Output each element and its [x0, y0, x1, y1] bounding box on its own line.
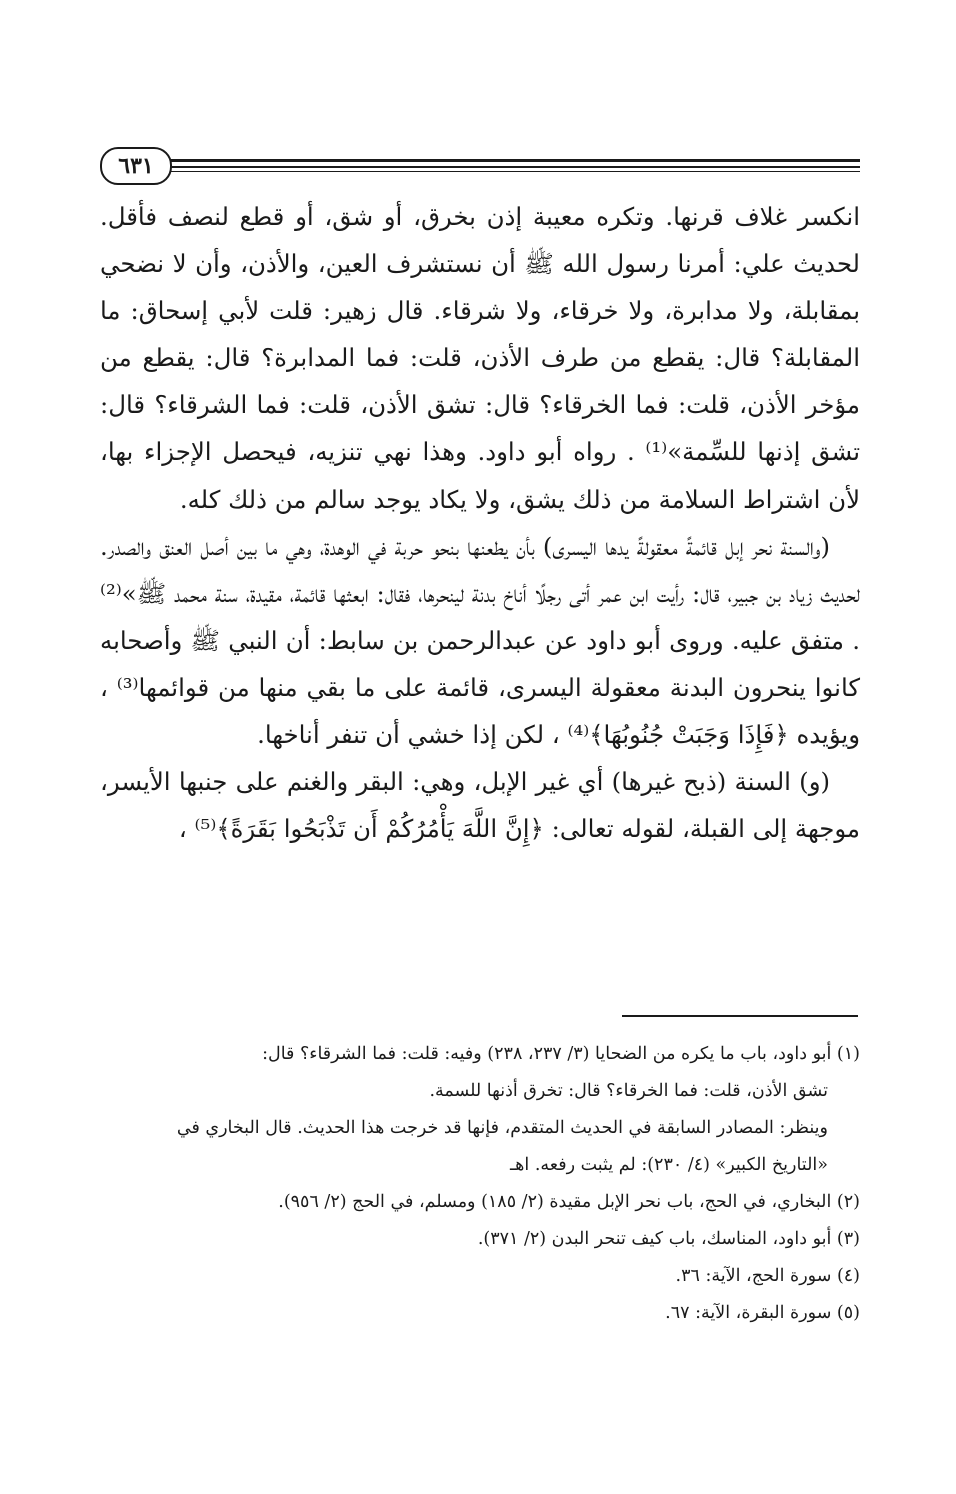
page-header — [100, 145, 860, 185]
footnote-line: (٣) أبو داود، المناسك، باب كيف تنحر البدن (٢/ ٣٧١). — [477, 1229, 860, 1249]
footnote-line: (٥) سورة البقرة، الآية: ٦٧. — [665, 1303, 860, 1323]
footnote-line: وينظر: المصادر السابقة في الحديث المتقدم، فإنها قد خرجت هذا الحديث. قال البخاري في — [176, 1118, 828, 1138]
paragraph: (و) السنة (ذبح غيرها) أي غير الإبل، وهي: البقر والغنم على جنبها الأيسر، موجهة إلى القبلة، لقوله تعالى: ﴿إِنَّ اللَّهَ يَأْمُرُكُمْ أَن تَذْبَحُوا بَقَرَةً﴾⁽⁵⁾ ، — [100, 767, 860, 844]
footnote-line: «التاريخ الكبير» (٤/ ٢٣٠): لم يثبت رفعه. اهـ — [510, 1155, 828, 1175]
paragraph: (والسنة نحر إبل قائمةً معقولةً يدها اليسرى) بأن يطعنها بنحو حربة في الوهدة، وهي ما بين أصل العنق والصدر. لحديث زياد بن جبير، قال: رأيت ابن عمر أتى رجلًا أناخ بدنة لينحرها، فقال: ابعثها قائمة، مقيدة، سنة محمد ﷺ»⁽²⁾ . متفق عليه. وروى أبو داود عن عبدالرحمن بن سابط: أن النبي ﷺ وأصحابه كانوا ينحرون البدنة معقولة اليسرى، قائمة على ما بقي منها من قوائمها⁽³⁾ ، ويؤيده ﴿فَإِذَا وَجَبَتْ جُنُوبُهَا﴾⁽⁴⁾ ، لكن إذا خشي أن تنفر أناخها. — [100, 531, 860, 750]
page-number: ٦٣١ — [100, 147, 172, 185]
footnotes — [100, 1036, 860, 1332]
paragraph: انكسر غلاف قرنها. وتكره معيبة إذن بخرق، أو شق، أو قطع لنصف فأقل. لحديث علي: أمرنا رسول الله ﷺ أن نستشرف العين، والأذن، وأن لا نضحي بمقابلة، ولا مدابرة، ولا خرقاء، ولا شرقاء. قال زهير: قلت لأبي إسحاق: ما المقابلة؟ قال: يقطع من طرف الأذن، قلت: فما المدابرة؟ قال: يقطع من مؤخر الأذن، قلت: فما الخرقاء؟ قال: تشق الأذن، قلت: فما الشرقاء؟ قال: تشق إذنها للسِّمة»⁽¹⁾ . رواه أبو داود. وهذا نهي تنزيه، فيحصل الإجزاء بها، لأن اشتراط السلامة من ذلك يشق، ولا يكاد يوجد سالم من ذلك كله. — [100, 202, 860, 514]
footnote-line: تشق الأذن، قلت: فما الخرقاء؟ قال: تخرق أذنها للسمة. — [429, 1081, 828, 1101]
footnote-line: (٢) البخاري، في الحج، باب نحر الإبل مقيدة (٢/ ١٨٥) ومسلم، في الحج (٢/ ٩٥٦). — [278, 1192, 860, 1212]
header-rule — [170, 159, 860, 162]
main-text — [100, 193, 860, 852]
header-rule — [170, 171, 860, 172]
header-rule — [170, 166, 860, 168]
footnote-line: (٤) سورة الحج، الآية: ٣٦. — [675, 1266, 860, 1286]
footnote-separator — [622, 1015, 858, 1017]
footnote-line: (١) أبو داود، باب ما يكره من الضحايا (٣/ ٢٣٧، ٢٣٨) وفيه: قلت: فما الشرقاء؟ قال: — [262, 1044, 860, 1064]
